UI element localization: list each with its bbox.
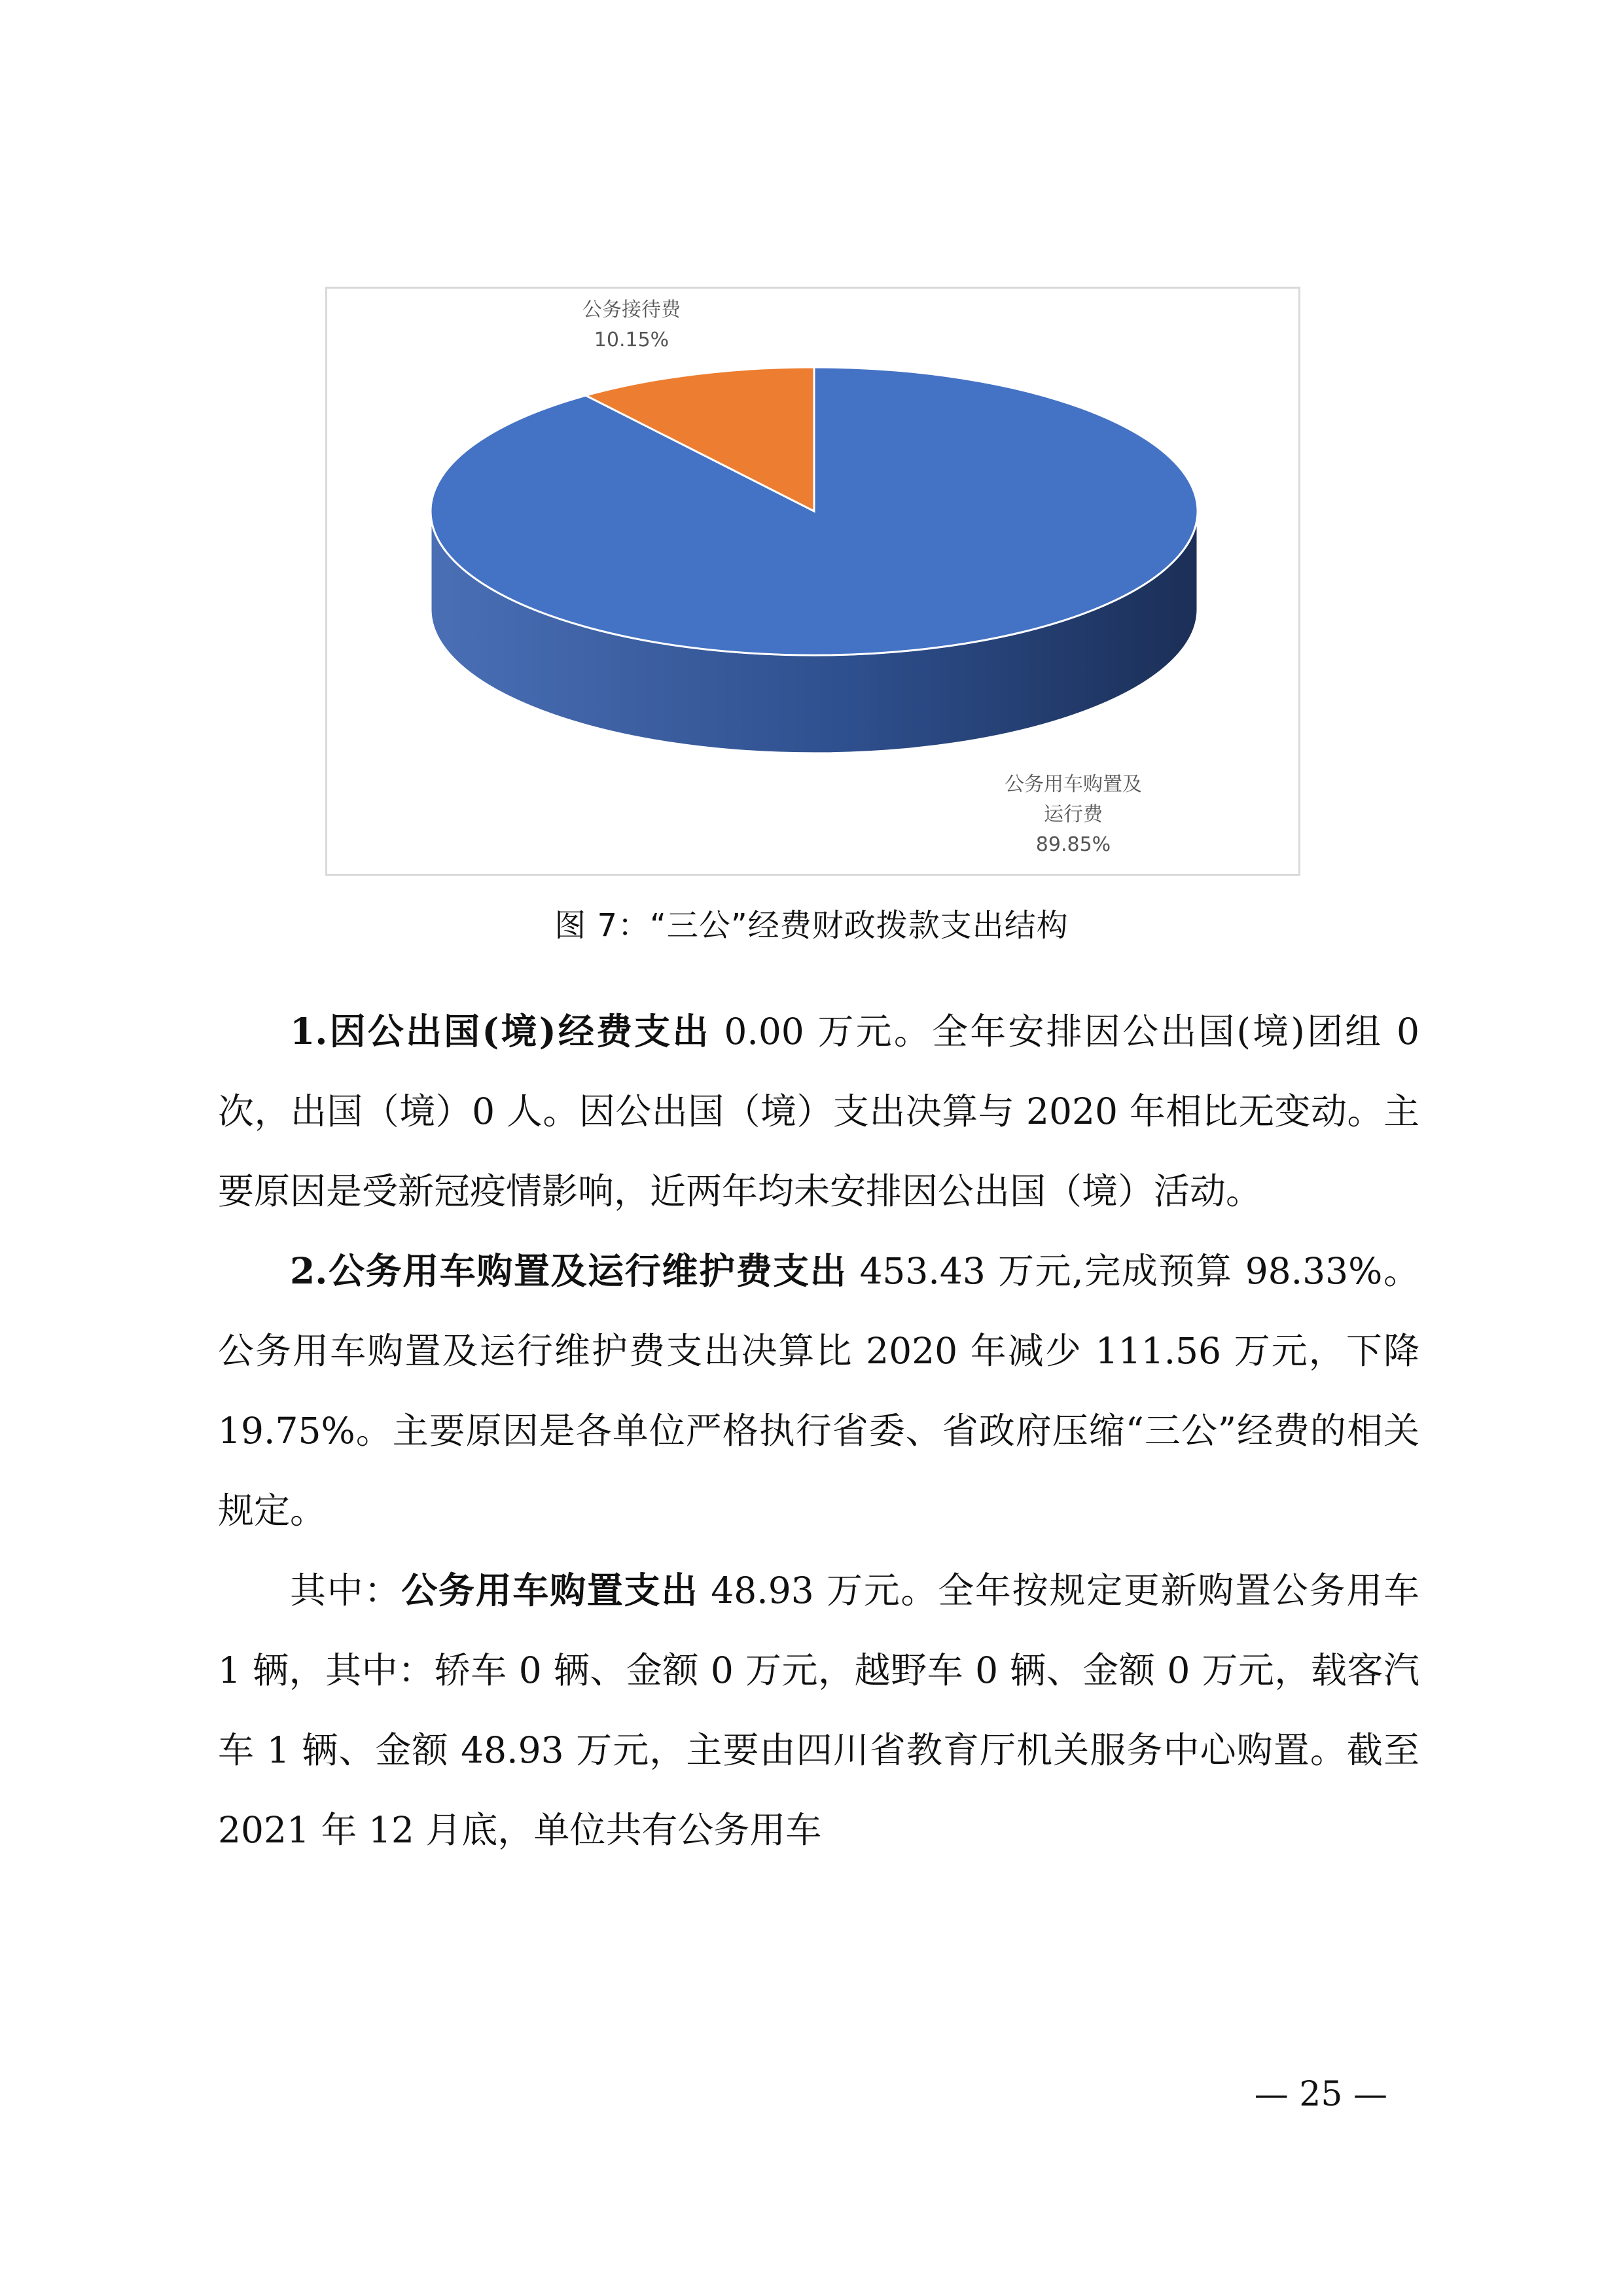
page-number: — 25 — [1254,2075,1387,2114]
paragraph-2 [218,1231,1419,1551]
figure-caption: 图 7：“三公”经费财政拨款支出结构 [554,907,1069,944]
paragraph-1-lead: 1.因公出国(境)经费支出 [290,1010,711,1052]
paragraph-3-text: 48.93 万元。全年按规定更新购置公务用车 1 辆，其中：轿车 0 辆、金额 0 万元，越野车 0 辆、金额 0 万元，载客汽车 1 辆、金额 48.93 万元，主要由四川省教育厅机关服务中心购置。截至 2021 年 12 月底，单位共有公务用车 [218,1570,1419,1851]
paragraph-1-text: 0.00 万元。全年安排因公出国(境)团组 0 次，出国（境）0 人。因公出国（境）支出决算与 2020 年相比无变动。主要原因是受新冠疫情影响，近两年均未安排因公出国（境）活动。 [218,1011,1419,1212]
paragraph-2-text: 453.43 万元,完成预算 98.33%。公务用车购置及运行维护费支出决算比 2020 年减少 111.56 万元，下降 19.75%。主要原因是各单位严格执行省委、省政府压缩“三公”经费的相关规定。 [218,1250,1420,1532]
body-text [218,992,1419,1870]
label-reception-name: 公务接待费 [582,298,681,321]
paragraph-3-pre: 其中： [290,1570,402,1611]
paragraph-2-lead: 2.公务用车购置及运行维护费支出 [290,1249,847,1292]
label-reception [550,295,713,355]
label-vehicle-name-line1: 公务用车购置及 [1005,773,1142,796]
paragraph-3 [218,1551,1419,1870]
label-vehicle [942,770,1204,860]
paragraph-3-lead: 公务用车购置支出 [401,1569,699,1611]
label-vehicle-pct: 89.85% [1035,833,1111,856]
label-vehicle-name-line2: 运行费 [1044,803,1103,826]
label-reception-pct: 10.15% [594,329,669,351]
paragraph-1 [218,992,1419,1231]
pie-chart-frame [325,287,1300,876]
